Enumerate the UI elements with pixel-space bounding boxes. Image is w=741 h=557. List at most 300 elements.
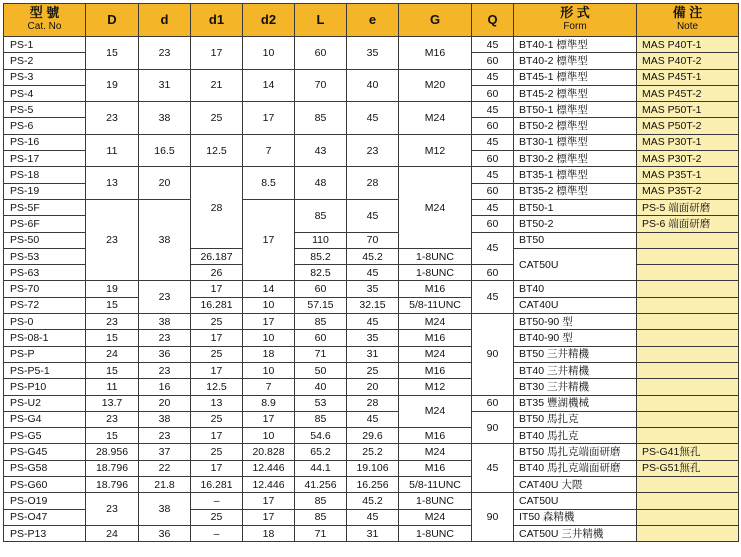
cell-form: BT40-1 標準型 — [514, 37, 637, 53]
table-row — [4, 444, 739, 460]
cell-d1: 17 — [191, 281, 243, 297]
header-d2: d2 — [243, 4, 295, 37]
cell-d1: 25 — [191, 444, 243, 460]
cell-d2: 10 — [243, 37, 295, 70]
cell-L: 85.2 — [295, 248, 347, 264]
cell-Q: 45 — [472, 37, 514, 53]
cell-G: M16 — [399, 37, 472, 70]
cell-D: 23 — [86, 314, 139, 330]
cell-L: 44.1 — [295, 460, 347, 476]
cell-Q: 45 — [472, 69, 514, 85]
cell-note — [637, 330, 739, 346]
cell-d2: 12.446 — [243, 477, 295, 493]
header-row — [4, 4, 739, 37]
cell-d2: 12.446 — [243, 460, 295, 476]
cell-d: 16 — [139, 379, 191, 395]
cell-cat: PS-G45 — [4, 444, 86, 460]
cell-L: 60 — [295, 330, 347, 346]
cell-form: IT50 森精機 — [514, 509, 637, 525]
cell-L: 57.15 — [295, 297, 347, 313]
table-row — [4, 102, 739, 118]
cell-d2: 17 — [243, 314, 295, 330]
cell-form: BT40 三井精機 — [514, 362, 637, 378]
cell-cat: PS-4 — [4, 85, 86, 101]
cell-cat: PS-19 — [4, 183, 86, 199]
header-G: G — [399, 4, 472, 37]
cell-e: 28 — [347, 395, 399, 411]
cell-G: 5/8-11UNC — [399, 477, 472, 493]
cell-d: 38 — [139, 314, 191, 330]
cell-Q: 60 — [472, 183, 514, 199]
cell-cat: PS-08-1 — [4, 330, 86, 346]
cell-L: 85 — [295, 493, 347, 509]
cell-e: 31 — [347, 346, 399, 362]
cell-d1: 25 — [191, 314, 243, 330]
cell-e: 35 — [347, 330, 399, 346]
cell-note: MAS P35T-1 — [637, 167, 739, 183]
cell-e: 20 — [347, 379, 399, 395]
cell-Q: 60 — [472, 118, 514, 134]
cell-cat: PS-G58 — [4, 460, 86, 476]
cell-form: BT50-1 標準型 — [514, 102, 637, 118]
cell-G: M24 — [399, 395, 472, 428]
cell-e: 31 — [347, 525, 399, 541]
cell-cat: PS-P13 — [4, 525, 86, 541]
cell-note: MAS P30T-2 — [637, 151, 739, 167]
table-row — [4, 525, 739, 541]
cell-D: 15 — [86, 428, 139, 444]
cell-d1: 26.187 — [191, 248, 243, 264]
cell-G: 1-8UNC — [399, 525, 472, 541]
table-row — [4, 362, 739, 378]
header-cat: 型 號 Cat. No — [4, 4, 86, 37]
cell-d2: 10 — [243, 330, 295, 346]
cell-form: BT35-1 標準型 — [514, 167, 637, 183]
cell-d: 22 — [139, 460, 191, 476]
cell-e: 45 — [347, 265, 399, 281]
cell-e: 40 — [347, 69, 399, 102]
cell-form: BT40 馬扎克端面研磨 — [514, 460, 637, 476]
cell-L: 85 — [295, 314, 347, 330]
cell-note — [637, 362, 739, 378]
cell-form: BT30-2 標準型 — [514, 151, 637, 167]
cell-cat: PS-6 — [4, 118, 86, 134]
cell-Q: 45 — [472, 134, 514, 150]
cell-d2: 8.5 — [243, 167, 295, 200]
cell-L: 85 — [295, 102, 347, 135]
cell-D: 11 — [86, 379, 139, 395]
cell-G: M16 — [399, 460, 472, 476]
cell-G: 1-8UNC — [399, 248, 472, 264]
cell-cat: PS-16 — [4, 134, 86, 150]
cell-e: 45 — [347, 411, 399, 427]
cell-form: BT50 三井精機 — [514, 346, 637, 362]
cell-d2: 8.9 — [243, 395, 295, 411]
cell-d1: 25 — [191, 346, 243, 362]
cell-Q: 90 — [472, 493, 514, 542]
cell-Q: 45 — [472, 444, 514, 493]
cell-D: 13.7 — [86, 395, 139, 411]
cell-cat: PS-O47 — [4, 509, 86, 525]
cell-note — [637, 379, 739, 395]
cell-e: 19.106 — [347, 460, 399, 476]
cell-cat: PS-5 — [4, 102, 86, 118]
cell-Q: 45 — [472, 167, 514, 183]
cell-L: 43 — [295, 134, 347, 167]
cell-D: 15 — [86, 37, 139, 70]
table-row — [4, 460, 739, 476]
cell-D: 19 — [86, 69, 139, 102]
cell-D: 23 — [86, 493, 139, 526]
cell-d: 21.8 — [139, 477, 191, 493]
cell-note: MAS P30T-1 — [637, 134, 739, 150]
cell-D: 18.796 — [86, 460, 139, 476]
cell-d1: – — [191, 525, 243, 541]
cell-d2: 10 — [243, 362, 295, 378]
table-row — [4, 395, 739, 411]
table-row — [4, 477, 739, 493]
cell-d: 23 — [139, 428, 191, 444]
cell-note — [637, 428, 739, 444]
cell-note — [637, 297, 739, 313]
table-row — [4, 69, 739, 85]
cell-d1: 25 — [191, 509, 243, 525]
cell-note: MAS P45T-1 — [637, 69, 739, 85]
cell-d: 38 — [139, 102, 191, 135]
cell-note — [637, 248, 739, 264]
spec-table-frame — [3, 3, 738, 557]
cell-d1: 17 — [191, 428, 243, 444]
cell-L: 71 — [295, 525, 347, 541]
table-row — [4, 379, 739, 395]
cell-form: BT30-1 標準型 — [514, 134, 637, 150]
cell-D: 15 — [86, 330, 139, 346]
cell-cat: PS-3 — [4, 69, 86, 85]
cell-d1: 16.281 — [191, 477, 243, 493]
cell-L: 82.5 — [295, 265, 347, 281]
cell-e: 70 — [347, 232, 399, 248]
cell-d: 38 — [139, 411, 191, 427]
cell-form: CAT50U 三井精機 — [514, 525, 637, 541]
cell-Q: 45 — [472, 102, 514, 118]
cell-note — [637, 346, 739, 362]
cell-d: 23 — [139, 362, 191, 378]
cell-d: 20 — [139, 167, 191, 200]
cell-d: 23 — [139, 281, 191, 314]
cell-d: 23 — [139, 37, 191, 70]
cell-d2: 17 — [243, 493, 295, 509]
cell-L: 40 — [295, 379, 347, 395]
cell-d: 36 — [139, 346, 191, 362]
cell-D: 24 — [86, 525, 139, 541]
cell-note: MAS P50T-1 — [637, 102, 739, 118]
cell-L: 65.2 — [295, 444, 347, 460]
cell-cat: PS-G4 — [4, 411, 86, 427]
cell-e: 45 — [347, 314, 399, 330]
cell-note: PS-G51無孔 — [637, 460, 739, 476]
cell-cat: PS-5F — [4, 199, 86, 215]
cell-Q: 60 — [472, 216, 514, 232]
cell-form: BT45-2 標準型 — [514, 85, 637, 101]
cell-cat: PS-0 — [4, 314, 86, 330]
cell-d1: 17 — [191, 37, 243, 70]
cell-cat: PS-1 — [4, 37, 86, 53]
cell-cat: PS-O19 — [4, 493, 86, 509]
cell-cat: PS-50 — [4, 232, 86, 248]
cell-D: 23 — [86, 102, 139, 135]
cell-e: 32.15 — [347, 297, 399, 313]
cell-form: BT35 豐湖機械 — [514, 395, 637, 411]
cell-d2: 17 — [243, 509, 295, 525]
cell-note: MAS P50T-2 — [637, 118, 739, 134]
cell-d2: 10 — [243, 428, 295, 444]
cell-cat: PS-6F — [4, 216, 86, 232]
cell-d1: 26 — [191, 265, 243, 281]
header-d: d — [139, 4, 191, 37]
cell-Q: 90 — [472, 314, 514, 395]
cell-form: BT50 馬扎克 — [514, 411, 637, 427]
cell-L: 48 — [295, 167, 347, 200]
cell-form: BT50-90 型 — [514, 314, 637, 330]
cell-G: M24 — [399, 509, 472, 525]
cell-form: BT40 馬扎克 — [514, 428, 637, 444]
cell-note — [637, 314, 739, 330]
cell-D: 11 — [86, 134, 139, 167]
cell-d1: 25 — [191, 411, 243, 427]
cell-G: 5/8-11UNC — [399, 297, 472, 313]
cell-cat: PS-70 — [4, 281, 86, 297]
cell-L: 85 — [295, 411, 347, 427]
cell-d: 38 — [139, 199, 191, 280]
cell-e: 25.2 — [347, 444, 399, 460]
cell-L: 85 — [295, 199, 347, 232]
cell-cat: PS-G60 — [4, 477, 86, 493]
cell-d2: 7 — [243, 134, 295, 167]
cell-cat: PS-53 — [4, 248, 86, 264]
cell-D: 13 — [86, 167, 139, 200]
cell-note: MAS P40T-1 — [637, 37, 739, 53]
cell-L: 53 — [295, 395, 347, 411]
cell-note: MAS P35T-2 — [637, 183, 739, 199]
cell-form: BT40 — [514, 281, 637, 297]
cell-L: 85 — [295, 509, 347, 525]
cell-D: 15 — [86, 297, 139, 313]
table-row — [4, 346, 739, 362]
cell-Q: 45 — [472, 199, 514, 215]
header-form: 形 式 Form — [514, 4, 637, 37]
cell-e: 25 — [347, 362, 399, 378]
cell-Q: 90 — [472, 411, 514, 444]
cell-note: MAS P40T-2 — [637, 53, 739, 69]
cell-e: 45 — [347, 199, 399, 232]
cell-d2: 20.828 — [243, 444, 295, 460]
spec-table — [3, 3, 739, 542]
cell-note — [637, 281, 739, 297]
cell-Q: 60 — [472, 265, 514, 281]
cell-note: PS-5 端面研磨 — [637, 199, 739, 215]
cell-form: BT50 馬扎克端面研磨 — [514, 444, 637, 460]
table-row — [4, 330, 739, 346]
cell-e: 45 — [347, 102, 399, 135]
cell-e: 45 — [347, 509, 399, 525]
header-e: e — [347, 4, 399, 37]
cell-form: BT35-2 標準型 — [514, 183, 637, 199]
cell-L: 54.6 — [295, 428, 347, 444]
cell-d: 38 — [139, 493, 191, 526]
cell-note: PS-6 端面研磨 — [637, 216, 739, 232]
cell-G: M24 — [399, 346, 472, 362]
cell-L: 110 — [295, 232, 347, 248]
cell-e: 45.2 — [347, 248, 399, 264]
cell-d1: 17 — [191, 362, 243, 378]
cell-d1: – — [191, 493, 243, 509]
cell-e: 28 — [347, 167, 399, 200]
cell-d2: 17 — [243, 411, 295, 427]
cell-G: M16 — [399, 281, 472, 297]
cell-d: 37 — [139, 444, 191, 460]
cell-D: 23 — [86, 199, 139, 280]
table-row — [4, 297, 739, 313]
cell-cat: PS-G5 — [4, 428, 86, 444]
cell-cat: PS-P — [4, 346, 86, 362]
cell-cat: PS-U2 — [4, 395, 86, 411]
cell-d: 36 — [139, 525, 191, 541]
table-row — [4, 411, 739, 427]
header-Q: Q — [472, 4, 514, 37]
cell-form: BT30 三井精機 — [514, 379, 637, 395]
cell-form: CAT50U — [514, 248, 637, 281]
cell-note — [637, 232, 739, 248]
cell-L: 71 — [295, 346, 347, 362]
cell-D: 23 — [86, 411, 139, 427]
table-row — [4, 167, 739, 183]
cell-D: 24 — [86, 346, 139, 362]
cell-G: M12 — [399, 379, 472, 395]
cell-d2: 18 — [243, 346, 295, 362]
cell-d2: 17 — [243, 199, 295, 280]
cell-e: 45.2 — [347, 493, 399, 509]
cell-d: 16.5 — [139, 134, 191, 167]
cell-d1: 12.5 — [191, 379, 243, 395]
cell-e: 35 — [347, 281, 399, 297]
cell-note — [637, 509, 739, 525]
cell-d2: 17 — [243, 102, 295, 135]
header-note: 備 注 Note — [637, 4, 739, 37]
cell-D: 15 — [86, 362, 139, 378]
table-row — [4, 134, 739, 150]
cell-d1: 28 — [191, 167, 243, 248]
table-row — [4, 37, 739, 53]
cell-G: M12 — [399, 134, 472, 167]
cell-form: BT50-2 標準型 — [514, 118, 637, 134]
cell-Q: 45 — [472, 232, 514, 265]
cell-note — [637, 411, 739, 427]
cell-note — [637, 525, 739, 541]
cell-d1: 12.5 — [191, 134, 243, 167]
header-L: L — [295, 4, 347, 37]
cell-G: M24 — [399, 314, 472, 330]
cell-note — [637, 265, 739, 281]
cell-cat: PS-72 — [4, 297, 86, 313]
cell-note: MAS P45T-2 — [637, 85, 739, 101]
cell-D: 19 — [86, 281, 139, 297]
cell-d1: 16.281 — [191, 297, 243, 313]
cell-form: BT50-1 — [514, 199, 637, 215]
cell-Q: 60 — [472, 85, 514, 101]
cell-G: 1-8UNC — [399, 493, 472, 509]
cell-form: CAT40U — [514, 297, 637, 313]
cell-L: 41.256 — [295, 477, 347, 493]
cell-cat: PS-P10 — [4, 379, 86, 395]
cell-d1: 17 — [191, 330, 243, 346]
cell-d2: 7 — [243, 379, 295, 395]
cell-form: CAT40U 大隈 — [514, 477, 637, 493]
cell-form: CAT50U — [514, 493, 637, 509]
cell-d1: 25 — [191, 102, 243, 135]
cell-note — [637, 477, 739, 493]
cell-form: BT40-2 標準型 — [514, 53, 637, 69]
cell-e: 23 — [347, 134, 399, 167]
cell-form: BT40-90 型 — [514, 330, 637, 346]
cell-L: 60 — [295, 37, 347, 70]
header-d1: d1 — [191, 4, 243, 37]
cell-d: 23 — [139, 330, 191, 346]
cell-G: M24 — [399, 444, 472, 460]
cell-form: BT50 — [514, 232, 637, 248]
cell-d2: 14 — [243, 69, 295, 102]
cell-cat: PS-18 — [4, 167, 86, 183]
cell-cat: PS-17 — [4, 151, 86, 167]
cell-d1: 21 — [191, 69, 243, 102]
cell-D: 28.956 — [86, 444, 139, 460]
cell-d2: 14 — [243, 281, 295, 297]
cell-d2: 18 — [243, 525, 295, 541]
table-row — [4, 493, 739, 509]
cell-L: 70 — [295, 69, 347, 102]
cell-cat: PS-P5-1 — [4, 362, 86, 378]
table-row — [4, 199, 739, 215]
cell-G: M16 — [399, 428, 472, 444]
cell-G: M20 — [399, 69, 472, 102]
cell-d: 31 — [139, 69, 191, 102]
cell-note: PS-G41無孔 — [637, 444, 739, 460]
cell-e: 16.256 — [347, 477, 399, 493]
cell-cat: PS-2 — [4, 53, 86, 69]
cell-d2: 10 — [243, 297, 295, 313]
cell-G: M16 — [399, 362, 472, 378]
cell-note — [637, 395, 739, 411]
table-row — [4, 428, 739, 444]
table-row — [4, 314, 739, 330]
cell-note — [637, 493, 739, 509]
cell-d1: 13 — [191, 395, 243, 411]
cell-L: 50 — [295, 362, 347, 378]
cell-d1: 17 — [191, 460, 243, 476]
spec-table-body — [4, 37, 739, 542]
cell-e: 29.6 — [347, 428, 399, 444]
cell-G: M24 — [399, 102, 472, 135]
cell-G: 1-8UNC — [399, 265, 472, 281]
cell-cat: PS-63 — [4, 265, 86, 281]
header-D: D — [86, 4, 139, 37]
cell-G: M24 — [399, 167, 472, 248]
cell-form: BT50-2 — [514, 216, 637, 232]
cell-Q: 60 — [472, 53, 514, 69]
cell-L: 60 — [295, 281, 347, 297]
cell-G: M16 — [399, 330, 472, 346]
cell-Q: 60 — [472, 395, 514, 411]
cell-Q: 45 — [472, 281, 514, 314]
